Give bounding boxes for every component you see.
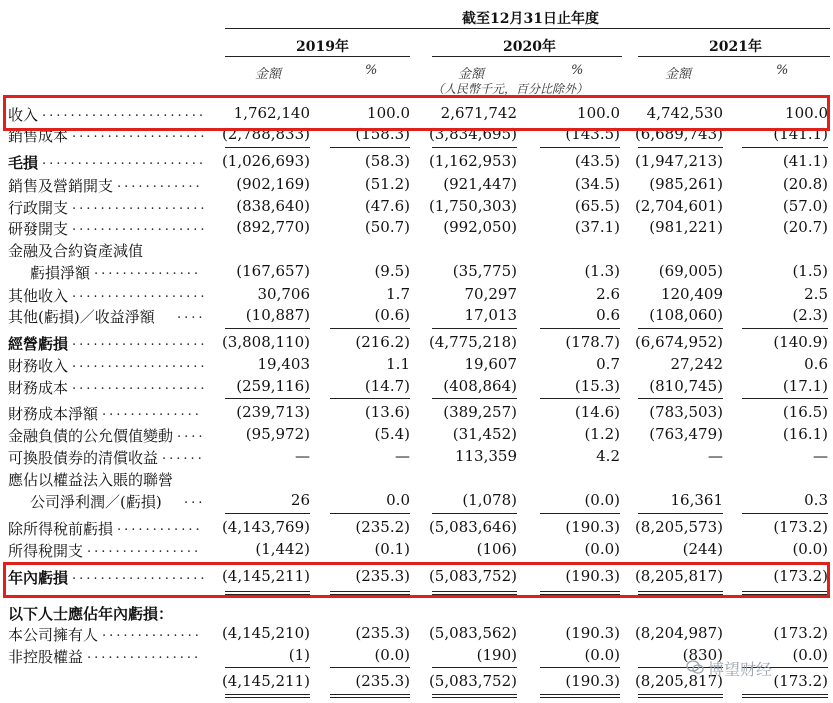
pct-cell: (16.1) [782, 425, 828, 443]
amount-cell: (902,169) [236, 175, 310, 193]
row-label: 研發開支 [8, 220, 69, 238]
amount-cell: (8,204,987) [634, 624, 723, 642]
pct-cell: (37.1) [574, 218, 620, 236]
pct-cell: (216.2) [355, 333, 410, 351]
amount-cell: (3,808,110) [221, 333, 310, 351]
dot-leader: ................... [72, 126, 208, 141]
year-2020: 2020年 [503, 39, 556, 55]
pct-cell: (190.3) [565, 518, 620, 536]
pct-cell: (190.3) [565, 672, 620, 690]
pct-cell: (235.2) [355, 518, 410, 536]
single-rule [225, 667, 310, 668]
pct-cell: (173.2) [773, 672, 828, 690]
pct-cell: (190.3) [565, 567, 620, 585]
amount-cell: 30,706 [257, 285, 310, 303]
single-rule [330, 513, 410, 514]
amount-cell: 70,297 [464, 285, 517, 303]
pct-cell: (1.3) [584, 262, 620, 280]
amount-cell: (408,864) [443, 377, 517, 395]
row-label: 虧損淨額 [30, 264, 91, 282]
row-label: 銷售及營銷開支 [8, 177, 114, 195]
amount-cell: (838,640) [236, 197, 310, 215]
amount-cell: (8,205,573) [634, 518, 723, 536]
amount-cell: (108,060) [649, 306, 723, 324]
row-label: 財務成本淨額 [8, 405, 99, 423]
pct-cell: 1.1 [386, 355, 410, 373]
row-label: 金融負債的公允價值變動 [8, 427, 174, 445]
amount-cell: (106) [476, 540, 517, 558]
row-label: 非控股權益 [8, 648, 84, 666]
row-label: 財務收入 [8, 357, 69, 375]
dot-leader: ................... [72, 198, 208, 213]
pct-cell: (235.3) [355, 672, 410, 690]
amount-cell: (985,261) [649, 175, 723, 193]
amount-cell: (244) [682, 540, 723, 558]
pct-cell: 0.6 [596, 306, 620, 324]
pct-cell: 100.0 [785, 104, 828, 122]
row-label: 收入 [8, 106, 39, 124]
pct-cell: (0.0) [792, 646, 828, 664]
dot-leader: ................... [72, 568, 208, 583]
double-rule [330, 694, 410, 698]
amount-cell: (1,078) [462, 491, 517, 509]
pct-cell: (13.6) [364, 403, 410, 421]
pct-cell: (190.3) [565, 624, 620, 642]
pct-cell: (140.9) [773, 333, 828, 351]
row-label: 公司淨利潤／(虧損) [30, 493, 162, 511]
amount-cell: (6,689,743) [634, 125, 723, 143]
row-label: 所得稅開支 [8, 542, 84, 560]
pct-cell: (0.0) [584, 540, 620, 558]
pct-cell: 0.0 [386, 491, 410, 509]
row-label: 經營虧損 [8, 335, 69, 353]
pct-cell: 0.6 [804, 355, 828, 373]
year-rule-2021 [638, 56, 830, 57]
pct-cell: (20.8) [782, 175, 828, 193]
dot-leader: ...... [162, 448, 205, 463]
row-label: 其他收入 [8, 287, 69, 305]
pct-cell: (15.3) [574, 377, 620, 395]
row-label: 本公司擁有人 [8, 626, 99, 644]
pct-cell: (235.3) [355, 624, 410, 642]
pct-cell: (173.2) [773, 624, 828, 642]
col-pct-2019: % [365, 63, 378, 78]
col-pct-2020: % [571, 63, 584, 78]
dot-leader: ................... [72, 356, 208, 371]
pct-cell: 100.0 [577, 104, 620, 122]
pct-cell: 0.3 [804, 491, 828, 509]
pct-cell: (0.0) [374, 646, 410, 664]
amount-cell: (1,947,213) [634, 152, 723, 170]
row-label: 毛損 [8, 154, 39, 172]
single-rule [540, 147, 620, 148]
pct-cell: (14.6) [574, 403, 620, 421]
pct-cell: (51.2) [364, 175, 410, 193]
amount-cell: (1,026,693) [221, 152, 310, 170]
pct-cell: (9.5) [374, 262, 410, 280]
dot-leader: ............... [94, 263, 201, 278]
col-amount-2020: 金額 [458, 67, 485, 82]
single-rule [330, 398, 410, 399]
period-header: 截至12月31日止年度 [462, 11, 599, 27]
pct-cell: (158.3) [355, 125, 410, 143]
dot-leader: ................... [72, 219, 208, 234]
pct-cell: (5.4) [374, 425, 410, 443]
pct-cell: (14.7) [364, 377, 410, 395]
dot-leader: .............. [102, 625, 202, 640]
year-rule-2020 [432, 56, 622, 57]
pct-cell: (57.0) [782, 197, 828, 215]
double-rule [432, 694, 517, 698]
amount-cell: (783,503) [649, 403, 723, 421]
pct-cell: (2.3) [792, 306, 828, 324]
double-rule [742, 694, 828, 698]
dot-leader: ... [184, 492, 206, 507]
amount-cell: 120,409 [660, 285, 723, 303]
amount-cell: 26 [290, 491, 310, 509]
amount-cell: (4,145,210) [221, 624, 310, 642]
pct-cell: 2.5 [804, 285, 828, 303]
pct-cell: 100.0 [367, 104, 410, 122]
amount-cell: (810,745) [649, 377, 723, 395]
single-rule [742, 398, 828, 399]
dot-leader: .............. [102, 404, 202, 419]
pct-cell: — [395, 447, 410, 465]
pct-cell: (0.0) [584, 646, 620, 664]
row-label: 其他(虧損)／收益淨額 [8, 308, 155, 326]
pct-cell: 0.7 [596, 355, 620, 373]
amount-cell: (830) [682, 646, 723, 664]
single-rule [742, 328, 828, 329]
single-rule [432, 328, 517, 329]
row-label: 行政開支 [8, 199, 69, 217]
pct-cell: (178.7) [565, 333, 620, 351]
year-2019: 2019年 [296, 39, 349, 55]
dot-leader: .... [177, 307, 206, 322]
amount-cell: (1,750,303) [428, 197, 517, 215]
single-rule [225, 513, 310, 514]
dot-leader: ............ [117, 176, 203, 191]
amount-cell: (5,083,646) [428, 518, 517, 536]
dot-leader: .... [177, 426, 206, 441]
double-rule [638, 694, 723, 698]
dot-leader: ................ [87, 647, 202, 662]
row-label: 銷售成本 [8, 127, 69, 145]
pct-cell: (43.5) [574, 152, 620, 170]
amount-cell: (763,479) [649, 425, 723, 443]
pct-cell: (173.2) [773, 567, 828, 585]
pct-cell: (0.0) [792, 540, 828, 558]
dot-leader: ................ [87, 541, 202, 556]
single-rule [432, 667, 517, 668]
dot-leader: ....................... [42, 105, 207, 120]
amount-cell: (921,447) [443, 175, 517, 193]
unit-note: （人民幣千元，百分比除外） [432, 82, 589, 96]
amount-cell: — [295, 447, 310, 465]
dot-leader: ................... [72, 286, 208, 301]
amount-cell: (259,116) [236, 377, 310, 395]
amount-cell: 2,671,742 [440, 104, 517, 122]
amount-cell: 19,607 [464, 355, 517, 373]
dot-leader: ................... [72, 378, 208, 393]
amount-cell: (167,657) [236, 262, 310, 280]
amount-cell: (8,205,817) [634, 672, 723, 690]
amount-cell: 27,242 [670, 355, 723, 373]
single-rule [638, 147, 723, 148]
amount-cell: (4,145,211) [221, 567, 310, 585]
pct-cell: 1.7 [386, 285, 410, 303]
row-label: 可換股債券的清償收益 [8, 449, 159, 467]
pct-cell: (47.6) [364, 197, 410, 215]
pct-cell: (41.1) [782, 152, 828, 170]
pct-cell: (58.3) [364, 152, 410, 170]
amount-cell: (5,083,752) [428, 672, 517, 690]
row-label: 年內虧損 [8, 569, 69, 587]
amount-cell: (10,887) [245, 306, 310, 324]
pct-cell: 4.2 [596, 447, 620, 465]
row-label: 應佔以權益法入賬的聯營 [8, 471, 174, 489]
amount-cell: 17,013 [464, 306, 517, 324]
amount-cell: (4,143,769) [221, 518, 310, 536]
pct-cell: (173.2) [773, 518, 828, 536]
amount-cell: 113,359 [454, 447, 517, 465]
amount-cell: (1) [288, 646, 310, 664]
pct-cell: (17.1) [782, 377, 828, 395]
single-rule [225, 328, 310, 329]
amount-cell: (4,145,211) [221, 672, 310, 690]
single-rule [638, 398, 723, 399]
period-rule [225, 28, 830, 29]
amount-cell: (389,257) [443, 403, 517, 421]
double-rule [225, 694, 310, 698]
pct-cell: (0.1) [374, 540, 410, 558]
pct-cell: (1.2) [584, 425, 620, 443]
col-amount-2021: 金額 [665, 67, 692, 82]
pct-cell: — [813, 447, 828, 465]
pct-cell: (141.1) [773, 125, 828, 143]
amount-cell: (69,005) [658, 262, 723, 280]
single-rule [225, 398, 310, 399]
amount-cell: (1,442) [255, 540, 310, 558]
pct-cell: (65.5) [574, 197, 620, 215]
pct-cell: (235.3) [355, 567, 410, 585]
dot-leader: ............ [117, 519, 203, 534]
amount-cell: (31,452) [452, 425, 517, 443]
single-rule [330, 147, 410, 148]
highlight-revenue-row [3, 95, 830, 131]
single-rule [432, 398, 517, 399]
amount-cell: 4,742,530 [646, 104, 723, 122]
single-rule [638, 513, 723, 514]
single-rule [540, 513, 620, 514]
single-rule [432, 513, 517, 514]
amount-cell: (35,775) [452, 262, 517, 280]
pct-cell: 2.6 [596, 285, 620, 303]
single-rule [742, 147, 828, 148]
single-rule [540, 667, 620, 668]
row-label: 以下人士應佔年內虧損： [8, 605, 174, 623]
amount-cell: (2,704,601) [634, 197, 723, 215]
watermark-text: 博望财经 [708, 660, 773, 679]
amount-cell: (1,162,953) [428, 152, 517, 170]
amount-cell: (981,221) [649, 218, 723, 236]
single-rule [330, 328, 410, 329]
pct-cell: (143.5) [565, 125, 620, 143]
amount-cell: 1,762,140 [233, 104, 310, 122]
amount-cell: (5,083,562) [428, 624, 517, 642]
pct-cell: (34.5) [574, 175, 620, 193]
amount-cell: (239,713) [236, 403, 310, 421]
year-rule-2019 [225, 56, 410, 57]
year-2021: 2021年 [709, 39, 762, 55]
single-rule [540, 328, 620, 329]
amount-cell: 19,403 [257, 355, 310, 373]
amount-cell: 16,361 [670, 491, 723, 509]
single-rule [638, 328, 723, 329]
dot-leader: ....................... [42, 153, 207, 168]
amount-cell: (2,788,833) [221, 125, 310, 143]
amount-cell: (95,972) [245, 425, 310, 443]
row-label: 財務成本 [8, 379, 69, 397]
pct-cell: (16.5) [782, 403, 828, 421]
pct-cell: (50.7) [364, 218, 410, 236]
amount-cell: (6,674,952) [634, 333, 723, 351]
single-rule [330, 667, 410, 668]
col-amount-2019: 金額 [255, 67, 282, 82]
pct-cell: (1.5) [792, 262, 828, 280]
wechat-icon [686, 658, 704, 676]
single-rule [432, 147, 517, 148]
single-rule [742, 513, 828, 514]
row-label: 除所得稅前虧損 [8, 520, 114, 538]
single-rule [540, 398, 620, 399]
amount-cell: (4,775,218) [428, 333, 517, 351]
highlight-loss-row [3, 562, 830, 598]
col-pct-2021: % [776, 63, 789, 78]
pct-cell: (0.6) [374, 306, 410, 324]
pct-cell: (20.7) [782, 218, 828, 236]
amount-cell: — [708, 447, 723, 465]
single-rule [225, 147, 310, 148]
row-label: 金融及合約資產減值 [8, 242, 144, 260]
amount-cell: (5,083,752) [428, 567, 517, 585]
amount-cell: (992,050) [443, 218, 517, 236]
dot-leader: ................... [72, 334, 208, 349]
amount-cell: (8,205,817) [634, 567, 723, 585]
pct-cell: (0.0) [584, 491, 620, 509]
amount-cell: (3,834,695) [428, 125, 517, 143]
amount-cell: (892,770) [236, 218, 310, 236]
double-rule [540, 694, 620, 698]
amount-cell: (190) [476, 646, 517, 664]
